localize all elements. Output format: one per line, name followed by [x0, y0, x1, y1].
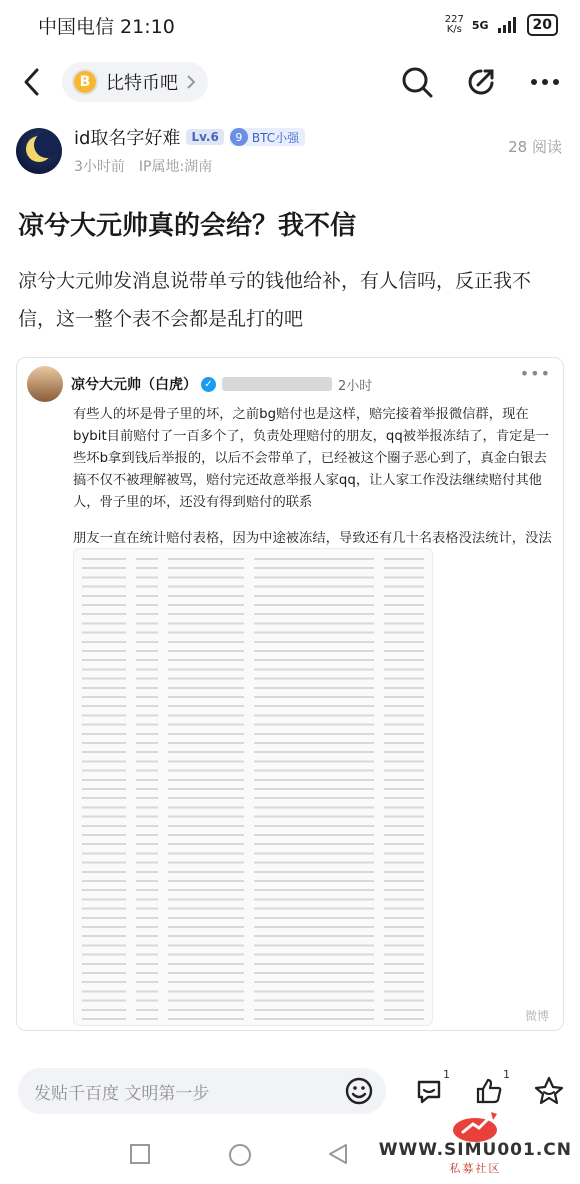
top-nav	[0, 50, 580, 114]
avatar[interactable]	[16, 128, 62, 174]
verified-icon: ✓	[201, 377, 216, 392]
read-count: 28 阅读	[508, 138, 562, 156]
recent-apps-icon[interactable]	[128, 1142, 152, 1166]
search-button[interactable]	[400, 65, 434, 99]
more-dots-icon	[530, 78, 560, 86]
back-button[interactable]	[12, 62, 52, 102]
thumbs-up-icon	[474, 1076, 504, 1106]
share-button[interactable]	[464, 65, 498, 99]
post-body: 凉兮大元帅发消息说带单亏的钱他给补，有人信吗，反正我不信，这一整个表不会都是乱打的吧	[18, 270, 532, 330]
ip-location: IP属地:湖南	[138, 159, 213, 175]
net-speed: 227 K/s	[444, 14, 464, 35]
chevron-right-icon	[186, 74, 196, 90]
network-label: 5G	[471, 18, 489, 32]
fan-label: BTC小强	[251, 130, 300, 145]
level-badge: Lv.6	[186, 129, 223, 145]
spreadsheet-image	[73, 548, 433, 1026]
comment-button[interactable]	[412, 1068, 450, 1108]
author-name[interactable]: id取名字好难	[74, 128, 181, 149]
bitcoin-logo-icon: B	[72, 69, 98, 95]
status-bar	[0, 0, 580, 50]
forum-link[interactable]	[62, 62, 208, 102]
embed-time: 2小时	[338, 378, 373, 394]
comment-icon	[414, 1076, 444, 1106]
like-button[interactable]	[472, 1068, 510, 1108]
post-title: 凉兮大元帅真的会给？我不信	[18, 211, 357, 241]
fan-badge	[230, 128, 305, 146]
favorite-button[interactable]	[532, 1074, 566, 1108]
embed-more-icon: •••	[519, 364, 551, 383]
forum-name: 比特币吧	[106, 73, 178, 94]
carrier-time: 中国电信 21:10	[38, 15, 175, 38]
site-url: WWW.SIMU001.CN	[378, 1140, 572, 1160]
back-triangle-icon[interactable]	[326, 1142, 350, 1166]
embed-author-name: 凉兮大元帅（白虎）	[71, 377, 197, 393]
fan-level: 9	[230, 128, 248, 146]
site-subtitle: 私募社区	[449, 1162, 502, 1175]
share-icon	[466, 67, 496, 97]
embed-paragraph-2: 朋友一直在统计赔付表格，因为中途被冻结，导致还有几十名表格没法统计，没法	[73, 531, 552, 546]
like-count: 1	[503, 1068, 510, 1081]
reply-input[interactable]	[18, 1068, 386, 1114]
post-time: 3小时前	[74, 159, 125, 175]
star-icon	[533, 1075, 565, 1107]
signal-icon	[497, 17, 519, 33]
reply-placeholder: 发贴千百度 文明第一步	[34, 1083, 210, 1104]
weibo-watermark: 微博	[524, 1009, 549, 1023]
battery-icon: 20	[527, 14, 558, 36]
status-icons	[445, 14, 558, 36]
comment-count: 1	[443, 1068, 450, 1081]
site-watermark	[379, 1106, 572, 1176]
more-button[interactable]	[528, 65, 562, 99]
search-icon	[401, 66, 433, 98]
home-icon[interactable]	[227, 1142, 253, 1168]
blurred-handle	[222, 377, 332, 391]
embedded-image[interactable]	[16, 357, 564, 1031]
author-header	[0, 114, 580, 198]
chevron-left-icon	[21, 67, 43, 97]
embed-avatar	[27, 366, 63, 402]
emoji-icon[interactable]	[344, 1076, 374, 1106]
embed-paragraph-1: 有些人的坏是骨子里的坏，之前bg赔付也是这样，赔完接着举报微信群，现在bybit目前赔付了一百多个了，负责处理赔付的朋友，qq被举报冻结了，肯定是一些坏b拿到钱后举报的，以后不会带单了，已经被这个圈子恶心到了，真金白银去搞不仅不被理解被骂，赔付完还故意举报人家qq，让人家工作没法继续赔付其他人，骨子里的坏，还没有得到赔付的联系	[73, 407, 550, 510]
